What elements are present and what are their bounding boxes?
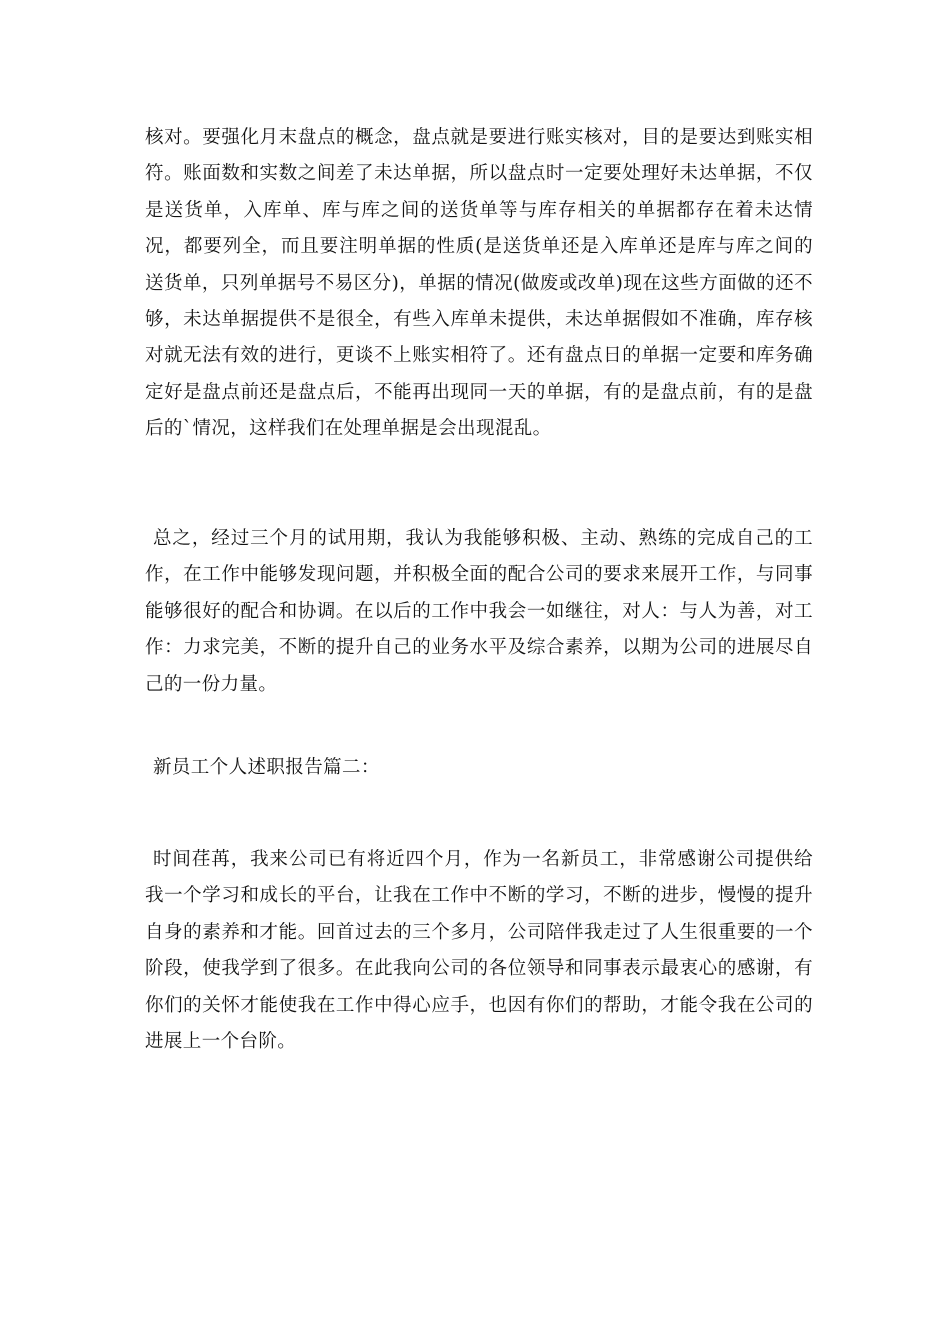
- paragraph-inventory-reconciliation: 核对。要强化月末盘点的概念，盘点就是要进行账实核对，目的是要达到账实相符。账面数和实数之间差了未达单据，所以盘点时一定要处理好未达单据，不仅是送货单，入库单、库与库之间的送货单等与库存相关的单据都存在着未达情况，都要列全，而且要注明单据的性质(是送货单还是入库单还是库与库之间的送货单，只列单据号不易区分)，单据的情况(做废或改单)现在这些方面做的还不够，未达单据提供不是很全，有些入库单未提供，未达单据假如不准确，库存核对就无法有效的进行，更谈不上账实相符了。还有盘点日的单据一定要和库务确定好是盘点前还是盘点后，不能再出现同一天的单据，有的是盘点前，有的是盘后的`情况，这样我们在处理单据是会出现混乱。: [145, 127, 813, 440]
- paragraph-gratitude: 时间荏苒，我来公司已有将近四个月，作为一名新员工，非常感谢公司提供给我一个学习和成长的平台，让我在工作中不断的学习，不断的进步，慢慢的提升自身的素养和才能。回首过去的三个多月，公司陪伴我走过了人生很重要的一个阶段，使我学到了很多。在此我向公司的各位领导和同事表示最衷心的感谢，有你们的关怀才能使我在工作中得心应手，也因有你们的帮助，才能令我在公司的进展上一个台阶。: [145, 849, 813, 1053]
- section-heading: 新员工个人述职报告篇二：: [153, 757, 380, 778]
- paragraph-summary: 总之，经过三个月的试用期，我认为我能够积极、主动、熟练的完成自己的工作，在工作中能够发现问题，并积极全面的配合公司的要求来展开工作，与同事能够很好的配合和协调。在以后的工作中我会一如继往，对人：与人为善，对工作：力求完美，不断的提升自己的业务水平及综合素养，以期为公司的进展尽自己的一份力量。: [145, 528, 813, 695]
